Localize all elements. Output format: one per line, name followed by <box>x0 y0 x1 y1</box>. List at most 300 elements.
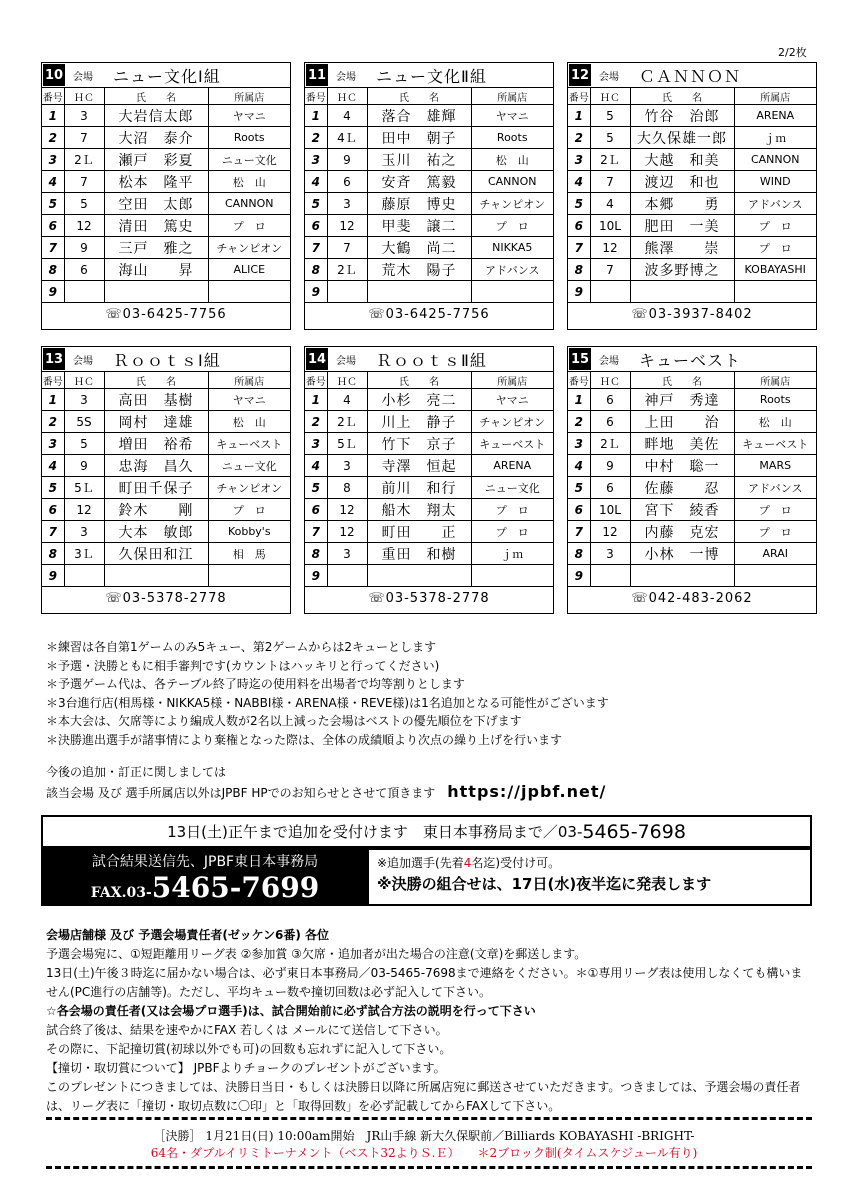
col-hc: ＨＣ <box>590 372 630 389</box>
player-row <box>42 433 290 455</box>
venue-name: ＣＡＮＮＯＮ <box>639 66 742 86</box>
player-row <box>568 477 816 499</box>
divider-top <box>46 1117 812 1120</box>
player-hc: 3 <box>64 389 104 411</box>
player-number: 8 <box>42 543 64 565</box>
player-hc: 3 <box>590 543 630 565</box>
col-shop: 所属店 <box>471 88 553 105</box>
player-hc: 7 <box>590 259 630 281</box>
player-hc: 3 <box>64 521 104 543</box>
player-number: 7 <box>568 521 590 543</box>
player-shop: ｊｍ <box>734 127 816 149</box>
player-row <box>42 237 290 259</box>
player-name: 小林 一博 <box>630 543 734 565</box>
player-hc: 3Ｌ <box>64 543 104 565</box>
player-name: 瀬戸 彩夏 <box>104 149 208 171</box>
info-box <box>369 848 812 906</box>
col-shop: 所属店 <box>471 372 553 389</box>
col-name: 氏 名 <box>630 88 734 105</box>
col-shop: 所属店 <box>734 372 816 389</box>
player-hc: 12 <box>327 215 367 237</box>
note-item: ＊予選・決勝ともに相手審判です(カウントはハッキリと行ってください) <box>46 658 440 673</box>
player-number: 2 <box>305 127 327 149</box>
divider-bottom <box>46 1166 812 1169</box>
player-number: 8 <box>568 259 590 281</box>
player-hc <box>64 281 104 303</box>
venue-phone: ☏03-6425-7756 <box>105 307 227 322</box>
player-shop: MARS <box>734 455 816 477</box>
player-row <box>568 455 816 477</box>
player-number: 2 <box>42 411 64 433</box>
player-row <box>568 171 816 193</box>
col-hc: ＨＣ <box>327 88 367 105</box>
player-row <box>568 521 816 543</box>
player-shop: WIND <box>734 171 816 193</box>
player-row <box>568 105 816 127</box>
player-hc: 3 <box>327 543 367 565</box>
player-row <box>305 149 553 171</box>
player-number: 3 <box>568 433 590 455</box>
player-table <box>568 88 816 303</box>
player-number: 4 <box>568 455 590 477</box>
player-name: 神戸 秀達 <box>630 389 734 411</box>
player-shop: ヤマニ <box>471 389 553 411</box>
player-hc: 5S <box>64 411 104 433</box>
player-hc: 12 <box>590 521 630 543</box>
player-number: 5 <box>568 477 590 499</box>
instruction-line: 【撞切・取切賞について】 JPBFよりチョークのプレゼントがございます。 <box>46 1061 446 1075</box>
player-shop <box>471 565 553 587</box>
player-hc: 6 <box>590 389 630 411</box>
col-no: 番号 <box>568 372 590 389</box>
player-shop: プ ロ <box>734 215 816 237</box>
player-number: 5 <box>42 477 64 499</box>
player-row <box>305 411 553 433</box>
player-shop: ALICE <box>208 259 290 281</box>
table-header <box>305 88 553 105</box>
player-hc: 6 <box>590 477 630 499</box>
instruction-line: 試合終了後は、結果を速やかにFAX 若しくは メールにて送信して下さい。 <box>46 1023 448 1037</box>
player-name: 前川 和行 <box>367 477 471 499</box>
player-shop: プ ロ <box>734 521 816 543</box>
block-number: 14 <box>306 348 328 370</box>
player-hc: 9 <box>590 455 630 477</box>
player-shop: ARENA <box>471 455 553 477</box>
fax-box <box>41 848 369 906</box>
player-shop: KOBAYASHI <box>734 259 816 281</box>
player-number: 1 <box>568 105 590 127</box>
player-shop: 松 山 <box>471 149 553 171</box>
player-number: 3 <box>42 433 64 455</box>
player-name: 町田千保子 <box>104 477 208 499</box>
player-hc: 4 <box>590 193 630 215</box>
player-hc: 4 <box>327 389 367 411</box>
player-name <box>630 565 734 587</box>
player-hc: 3 <box>64 105 104 127</box>
info-final-announce: ※決勝の組合せは、17日(水)夜半迄に発表します <box>377 875 712 893</box>
player-shop: チャンピオン <box>471 411 553 433</box>
player-table <box>568 372 816 587</box>
player-name: 田中 朝子 <box>367 127 471 149</box>
player-name: 増田 裕希 <box>104 433 208 455</box>
player-number: 2 <box>568 411 590 433</box>
venue-phone: ☏03-6425-7756 <box>368 307 490 322</box>
player-shop: ｊｍ <box>471 543 553 565</box>
player-number: 1 <box>305 389 327 411</box>
player-row <box>42 521 290 543</box>
player-hc: 2Ｌ <box>64 149 104 171</box>
player-shop: プ ロ <box>208 215 290 237</box>
player-hc: 7 <box>327 237 367 259</box>
venue-header <box>42 63 290 88</box>
update-notice <box>46 763 606 803</box>
player-number: 1 <box>42 389 64 411</box>
player-row <box>568 281 816 303</box>
player-number: 4 <box>305 171 327 193</box>
player-hc: 9 <box>64 237 104 259</box>
note-item: ＊3台進行店(相馬様・NIKKA5様・NABBI様・ARENA様・REVE様)は1名追加となる可能性がございます <box>46 695 609 710</box>
player-hc: 10L <box>590 499 630 521</box>
player-row <box>42 389 290 411</box>
player-name <box>104 281 208 303</box>
venue-block <box>41 62 291 330</box>
player-number: 3 <box>305 433 327 455</box>
player-row <box>568 193 816 215</box>
player-row <box>568 259 816 281</box>
player-row <box>42 565 290 587</box>
player-name: 畔地 美佐 <box>630 433 734 455</box>
player-hc: 6 <box>64 259 104 281</box>
player-hc <box>590 281 630 303</box>
player-shop: アドバンス <box>734 477 816 499</box>
venue-block <box>567 62 817 330</box>
player-number: 7 <box>568 237 590 259</box>
player-table <box>305 372 553 587</box>
notes-list <box>46 638 609 749</box>
player-hc: 9 <box>327 149 367 171</box>
player-hc: 7 <box>64 171 104 193</box>
player-name: 竹下 京子 <box>367 433 471 455</box>
player-name: 大久保雄一郎 <box>630 127 734 149</box>
player-hc: 5 <box>590 105 630 127</box>
player-row <box>42 127 290 149</box>
player-row <box>305 455 553 477</box>
player-name: 海山 昇 <box>104 259 208 281</box>
player-row <box>305 259 553 281</box>
player-row <box>568 127 816 149</box>
col-hc: ＨＣ <box>327 372 367 389</box>
player-hc: 5Ｌ <box>327 433 367 455</box>
block-number: 10 <box>43 64 65 86</box>
player-shop: ヤマニ <box>208 389 290 411</box>
player-number: 1 <box>42 105 64 127</box>
player-name: 重田 和樹 <box>367 543 471 565</box>
info-add-count: 4 <box>463 856 472 870</box>
player-number: 9 <box>305 281 327 303</box>
player-name: 松本 隆平 <box>104 171 208 193</box>
player-name: 甲斐 譲二 <box>367 215 471 237</box>
player-number: 3 <box>568 149 590 171</box>
player-row <box>305 433 553 455</box>
player-shop: Roots <box>471 127 553 149</box>
player-name: 安斉 篤毅 <box>367 171 471 193</box>
player-number: 5 <box>305 193 327 215</box>
instruction-line: 13日(土)午後３時迄に届かない場合は、必ず東日本事務局／03-5465-7698まで連絡をください。＊①専用リーグ表は使用しなくても構いません(PC進行の店舗等)。ただし、平均キュー数や撞切回数は必ず記入して下さい。 <box>46 966 803 999</box>
block-number: 11 <box>306 64 328 86</box>
player-shop: CANNON <box>734 149 816 171</box>
player-name: 清田 篤史 <box>104 215 208 237</box>
player-hc: 3 <box>327 455 367 477</box>
player-row <box>305 105 553 127</box>
col-no: 番号 <box>42 88 64 105</box>
player-name: 鈴木 剛 <box>104 499 208 521</box>
player-row <box>305 389 553 411</box>
venue-name: ニュー文化Ⅱ組 <box>376 66 487 86</box>
player-number: 4 <box>568 171 590 193</box>
player-shop: キューベスト <box>734 433 816 455</box>
player-number: 9 <box>568 565 590 587</box>
player-name: 藤原 博史 <box>367 193 471 215</box>
player-number: 1 <box>568 389 590 411</box>
venue-header <box>568 63 816 88</box>
venue-header <box>305 63 553 88</box>
instruction-line: その際に、下記撞切賞(初球以外でも可)の回数も忘れずに記入して下さい。 <box>46 1042 452 1056</box>
info-add-text: ※追加選手(先着 <box>377 856 464 870</box>
player-hc: 7 <box>590 171 630 193</box>
player-name: 中村 聡一 <box>630 455 734 477</box>
player-name: 空田 太郎 <box>104 193 208 215</box>
player-number: 8 <box>305 259 327 281</box>
player-name: 本郷 勇 <box>630 193 734 215</box>
player-shop: プ ロ <box>734 237 816 259</box>
venue-name: ニュー文化Ⅰ組 <box>113 66 221 86</box>
player-hc: 3 <box>327 193 367 215</box>
player-shop: プ ロ <box>471 499 553 521</box>
player-row <box>568 149 816 171</box>
player-number: 1 <box>305 105 327 127</box>
player-shop: プ ロ <box>208 499 290 521</box>
player-row <box>42 149 290 171</box>
player-name: 三戸 雅之 <box>104 237 208 259</box>
player-row <box>42 193 290 215</box>
player-row <box>42 455 290 477</box>
player-shop: 松 山 <box>208 171 290 193</box>
venue-name: キューベスト <box>639 350 742 370</box>
player-name: 渡辺 和也 <box>630 171 734 193</box>
player-hc: 6 <box>590 411 630 433</box>
info-add-text-2: 名迄)受付け可。 <box>471 856 561 870</box>
venue-name: ＲｏｏｔｓⅠ組 <box>113 350 221 370</box>
player-row <box>42 259 290 281</box>
player-row <box>42 543 290 565</box>
player-name: 船木 翔太 <box>367 499 471 521</box>
player-shop: ARAI <box>734 543 816 565</box>
player-shop: アドバンス <box>734 193 816 215</box>
player-name: 大岩信太郎 <box>104 105 208 127</box>
player-number: 6 <box>568 499 590 521</box>
player-number: 4 <box>305 455 327 477</box>
venue-header <box>568 347 816 372</box>
col-no: 番号 <box>568 88 590 105</box>
player-number: 4 <box>42 455 64 477</box>
venue-label: 会場 <box>73 71 93 83</box>
player-name: 波多野博之 <box>630 259 734 281</box>
player-row <box>568 237 816 259</box>
col-no: 番号 <box>305 372 327 389</box>
col-name: 氏 名 <box>104 88 208 105</box>
player-row <box>305 521 553 543</box>
player-number: 5 <box>305 477 327 499</box>
venue-label: 会場 <box>599 71 619 83</box>
venue-label: 会場 <box>336 71 356 83</box>
player-name: 宮下 綾香 <box>630 499 734 521</box>
instructions <box>46 926 806 1116</box>
venue-phone: ☏042-483-2062 <box>631 591 753 606</box>
deadline-box <box>41 815 812 848</box>
player-shop: チャンピオン <box>471 193 553 215</box>
player-name <box>367 565 471 587</box>
note-item: ＊本大会は、欠席等により編成人数が2名以上減った会場はベストの優先順位を下げます <box>46 714 522 728</box>
player-number: 6 <box>305 499 327 521</box>
player-number: 8 <box>42 259 64 281</box>
fax-title: 試合結果送信先、JPBF東日本事務局 <box>91 853 319 870</box>
col-name: 氏 名 <box>104 372 208 389</box>
player-hc: 5Ｌ <box>64 477 104 499</box>
venue-header <box>42 347 290 372</box>
player-hc <box>327 565 367 587</box>
player-number: 4 <box>42 171 64 193</box>
venue-header <box>305 347 553 372</box>
player-shop: Kobby's <box>208 521 290 543</box>
player-name: 荒木 陽子 <box>367 259 471 281</box>
table-header <box>42 372 290 389</box>
player-number: 6 <box>305 215 327 237</box>
col-shop: 所属店 <box>734 88 816 105</box>
player-shop: チャンピオン <box>208 237 290 259</box>
venue-name: ＲｏｏｔｓⅡ組 <box>376 350 487 370</box>
page-indicator: 2/2枚 <box>778 46 807 59</box>
player-shop: プ ロ <box>734 499 816 521</box>
player-row <box>305 237 553 259</box>
player-row <box>42 281 290 303</box>
table-header <box>305 372 553 389</box>
player-row <box>568 215 816 237</box>
note-item: ＊決勝進出選手が諸事情により棄権となった際は、全体の成績順より次点の繰り上げを行います <box>46 732 563 747</box>
venue-label: 会場 <box>336 355 356 367</box>
venue-block <box>304 62 554 330</box>
player-number: 7 <box>42 521 64 543</box>
player-hc: 8 <box>327 477 367 499</box>
player-shop: ニュー文化 <box>208 455 290 477</box>
player-row <box>305 171 553 193</box>
col-no: 番号 <box>305 88 327 105</box>
venue-label: 会場 <box>599 355 619 367</box>
player-row <box>568 565 816 587</box>
player-table <box>42 88 290 303</box>
player-number: 2 <box>42 127 64 149</box>
player-number: 5 <box>568 193 590 215</box>
player-hc: 2Ｌ <box>590 433 630 455</box>
player-row <box>305 281 553 303</box>
player-shop: ニュー文化 <box>208 149 290 171</box>
col-no: 番号 <box>42 372 64 389</box>
player-shop: ヤマニ <box>471 105 553 127</box>
player-row <box>568 389 816 411</box>
player-name: 大本 敏郎 <box>104 521 208 543</box>
player-name: 佐藤 忍 <box>630 477 734 499</box>
player-hc: 5 <box>64 433 104 455</box>
col-hc: ＨＣ <box>590 88 630 105</box>
player-shop: ヤマニ <box>208 105 290 127</box>
player-name: 忠海 昌久 <box>104 455 208 477</box>
player-hc: 6 <box>327 171 367 193</box>
player-hc: 9 <box>64 455 104 477</box>
instruction-line: ☆各会場の責任者(又は会場プロ選手)は、試合開始前に必ず試合方法の説明を行って下さい <box>46 1004 536 1018</box>
player-name: 久保田和江 <box>104 543 208 565</box>
player-row <box>305 127 553 149</box>
player-number: 8 <box>305 543 327 565</box>
player-name: 川上 静子 <box>367 411 471 433</box>
player-hc: 12 <box>64 215 104 237</box>
block-number: 12 <box>569 64 591 86</box>
player-shop <box>471 281 553 303</box>
player-number: 9 <box>305 565 327 587</box>
player-name <box>104 565 208 587</box>
player-number: 7 <box>305 237 327 259</box>
player-name: 熊澤 崇 <box>630 237 734 259</box>
player-table <box>42 372 290 587</box>
block-number: 13 <box>43 348 65 370</box>
website-link[interactable]: https://jpbf.net/ <box>447 782 607 801</box>
player-name: 寺澤 恒起 <box>367 455 471 477</box>
player-name: 竹谷 治郎 <box>630 105 734 127</box>
player-number: 9 <box>568 281 590 303</box>
col-name: 氏 名 <box>630 372 734 389</box>
final-info <box>0 1128 848 1162</box>
player-hc: 12 <box>327 521 367 543</box>
player-name: 高田 基樹 <box>104 389 208 411</box>
col-name: 氏 名 <box>367 88 471 105</box>
venue-phone: ☏03-5378-2778 <box>368 591 490 606</box>
player-number: 6 <box>568 215 590 237</box>
venue-block <box>304 346 554 614</box>
col-shop: 所属店 <box>208 372 290 389</box>
player-hc: 2Ｌ <box>327 411 367 433</box>
player-shop: アドバンス <box>471 259 553 281</box>
venue-block <box>41 346 291 614</box>
fax-prefix: FAX.03- <box>90 884 152 901</box>
player-hc <box>64 565 104 587</box>
player-row <box>305 215 553 237</box>
player-shop: CANNON <box>208 193 290 215</box>
player-hc <box>327 281 367 303</box>
player-row <box>305 499 553 521</box>
player-number: 9 <box>42 565 64 587</box>
player-shop: プ ロ <box>471 215 553 237</box>
player-table <box>305 88 553 303</box>
player-hc: 2Ｌ <box>590 149 630 171</box>
player-name: 町田 正 <box>367 521 471 543</box>
final-format: 64名・ダブルイリミトーナメント（ベスト32よりＳ.Ｅ） <box>150 1146 454 1160</box>
update-line-1: 今後の追加・訂正に関しましては <box>46 765 227 779</box>
player-number: 5 <box>42 193 64 215</box>
player-row <box>305 193 553 215</box>
player-name: 小杉 亮二 <box>367 389 471 411</box>
player-number: 3 <box>42 149 64 171</box>
player-name: 落合 雄輝 <box>367 105 471 127</box>
deadline-text: 13日(土)正午まで追加を受付けます 東日本事務局まで／03- <box>167 823 583 841</box>
venue-label: 会場 <box>73 355 93 367</box>
